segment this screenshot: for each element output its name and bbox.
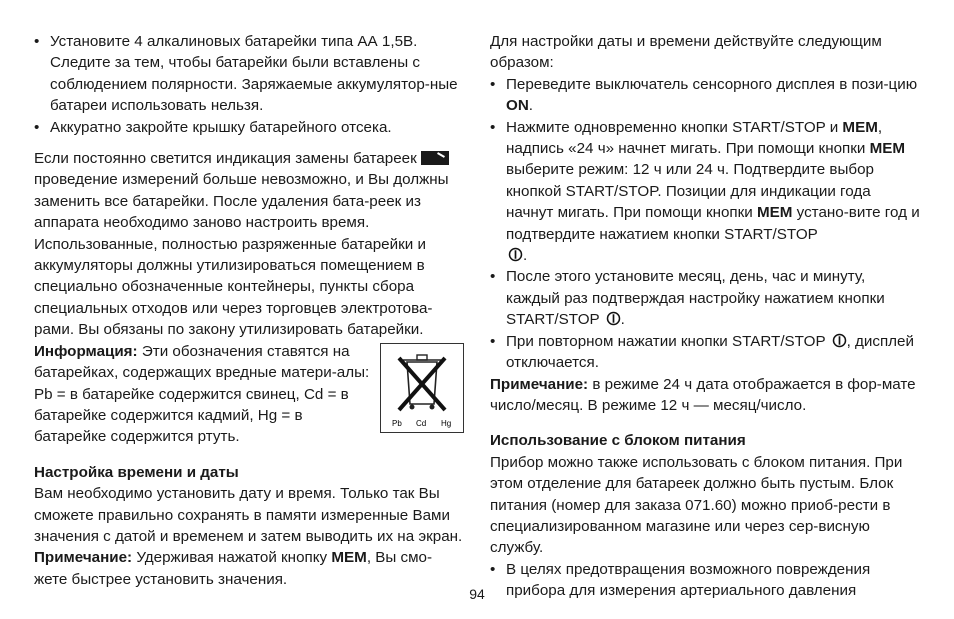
symbol-label-cd: Cd bbox=[416, 418, 427, 428]
power-supply-paragraph: Прибор можно также использовать с блоком питания. При этом отделение для батареек должно быть пустым. Блок питания (номер для заказа 071.60) можно приоб-рести в специализированном магазине или через сер-висную службу. bbox=[490, 453, 903, 557]
power-icon bbox=[606, 311, 621, 326]
mem-key-label: MEM bbox=[842, 118, 878, 136]
on-position-label: ON bbox=[506, 97, 529, 115]
note-label: Примечание: bbox=[34, 549, 133, 567]
info-paragraph: Информация: Эти обозначения ставятся на батарейках, содержащих вредные матери-алы: Pb = в батарейке содержится свинец, Cd = в батарейке содержится кадмий, Hg = в батарейке содержится ртуть. bbox=[34, 342, 370, 446]
bullet-prevent-damage: • В целях предотвращения возможного повреждения прибора для измерения артериального давления bbox=[490, 559, 920, 602]
left-note-paragraph: Примечание: Удерживая нажатой кнопку MEM, Вы смо-жете быстрее установить значения. bbox=[34, 549, 433, 588]
battery-low-icon bbox=[421, 151, 449, 165]
time-settings-paragraph: Вам необходимо установить дату и время. Только так Вы сможете правильно сохранять в памяти измеренные Вами значения с датой и временем и затем выводить их на экран. bbox=[34, 485, 463, 545]
info-label: Информация: bbox=[34, 342, 138, 360]
power-icon bbox=[832, 333, 847, 348]
symbol-label-hg: Hg bbox=[441, 418, 452, 428]
bullet-switch-on: • Переведите выключатель сенсорного дисплея в пози-цию ON. bbox=[490, 74, 920, 117]
bullet-display-off: • При повторном нажатии кнопки START/STOP , дисплей отключается. bbox=[490, 331, 920, 374]
info-block bbox=[34, 341, 464, 448]
bullet-install-batteries: • Установите 4 алкалиновых батарейки типа АА 1,5В. Следите за тем, чтобы батарейки были вставлены с соблюдением полярности. Заряжаемые аккумулятор-ные батареи использовать нельзя. bbox=[34, 31, 464, 117]
bullet-set-mode-year: • Нажмите одновременно кнопки START/STOP и MEM, надпись «24 ч» начнет мигать. При помощи кнопки MEM выберите режим: 12 ч или 24 ч. Подтвердите выбор кнопкой START/STOP. Позиции для индикации года начнут мигать. При помощи кнопки MEM устано-вите год и подтвердите нажатием кнопки START/STOP . bbox=[490, 117, 920, 267]
right-note-paragraph: Примечание: в режиме 24 ч дата отображается в фор-мате число/месяц. В режиме 12 ч — месяц/число. bbox=[490, 375, 916, 414]
right-column bbox=[490, 31, 920, 602]
symbol-label-pb: Pb bbox=[392, 418, 402, 428]
mem-key-label: MEM bbox=[757, 204, 793, 222]
power-supply-heading: Использование с блоком питания bbox=[490, 432, 746, 450]
mem-key-label: MEM bbox=[331, 549, 367, 567]
crossed-bin-icon bbox=[380, 343, 464, 433]
bullet-set-date-time: • После этого установите месяц, день, час и минуту, каждый раз подтверждая настройку нажатием кнопки START/STOP . bbox=[490, 266, 920, 330]
battery-replacement-paragraph: Если постоянно светится индикация замены батареек проведение измерений больше невозможно, и Вы должны заменить все батарейки. После удаления бата-реек из аппарата необходимо заново настроить время. Использованные, полностью разряженные батарейки и аккумуляторы должны утилизироваться помещением в специально обозначенные контейнеры, пункты сбора специальных отходов или через торговцев электротова-рами. Вы обязаны по закону утилизировать батарейки. bbox=[34, 150, 449, 339]
page-number: 94 bbox=[469, 586, 485, 602]
power-icon bbox=[508, 247, 523, 262]
time-settings-heading: Настройка времени и даты bbox=[34, 463, 239, 481]
left-column bbox=[34, 31, 464, 590]
setup-intro: Для настройки даты и времени действуйте следующим образом: bbox=[490, 33, 882, 72]
bullet-close-cover: • Аккуратно закройте крышку батарейного отсека. bbox=[34, 117, 464, 138]
mem-key-label: MEM bbox=[869, 140, 906, 158]
note-label: Примечание: bbox=[490, 375, 589, 393]
